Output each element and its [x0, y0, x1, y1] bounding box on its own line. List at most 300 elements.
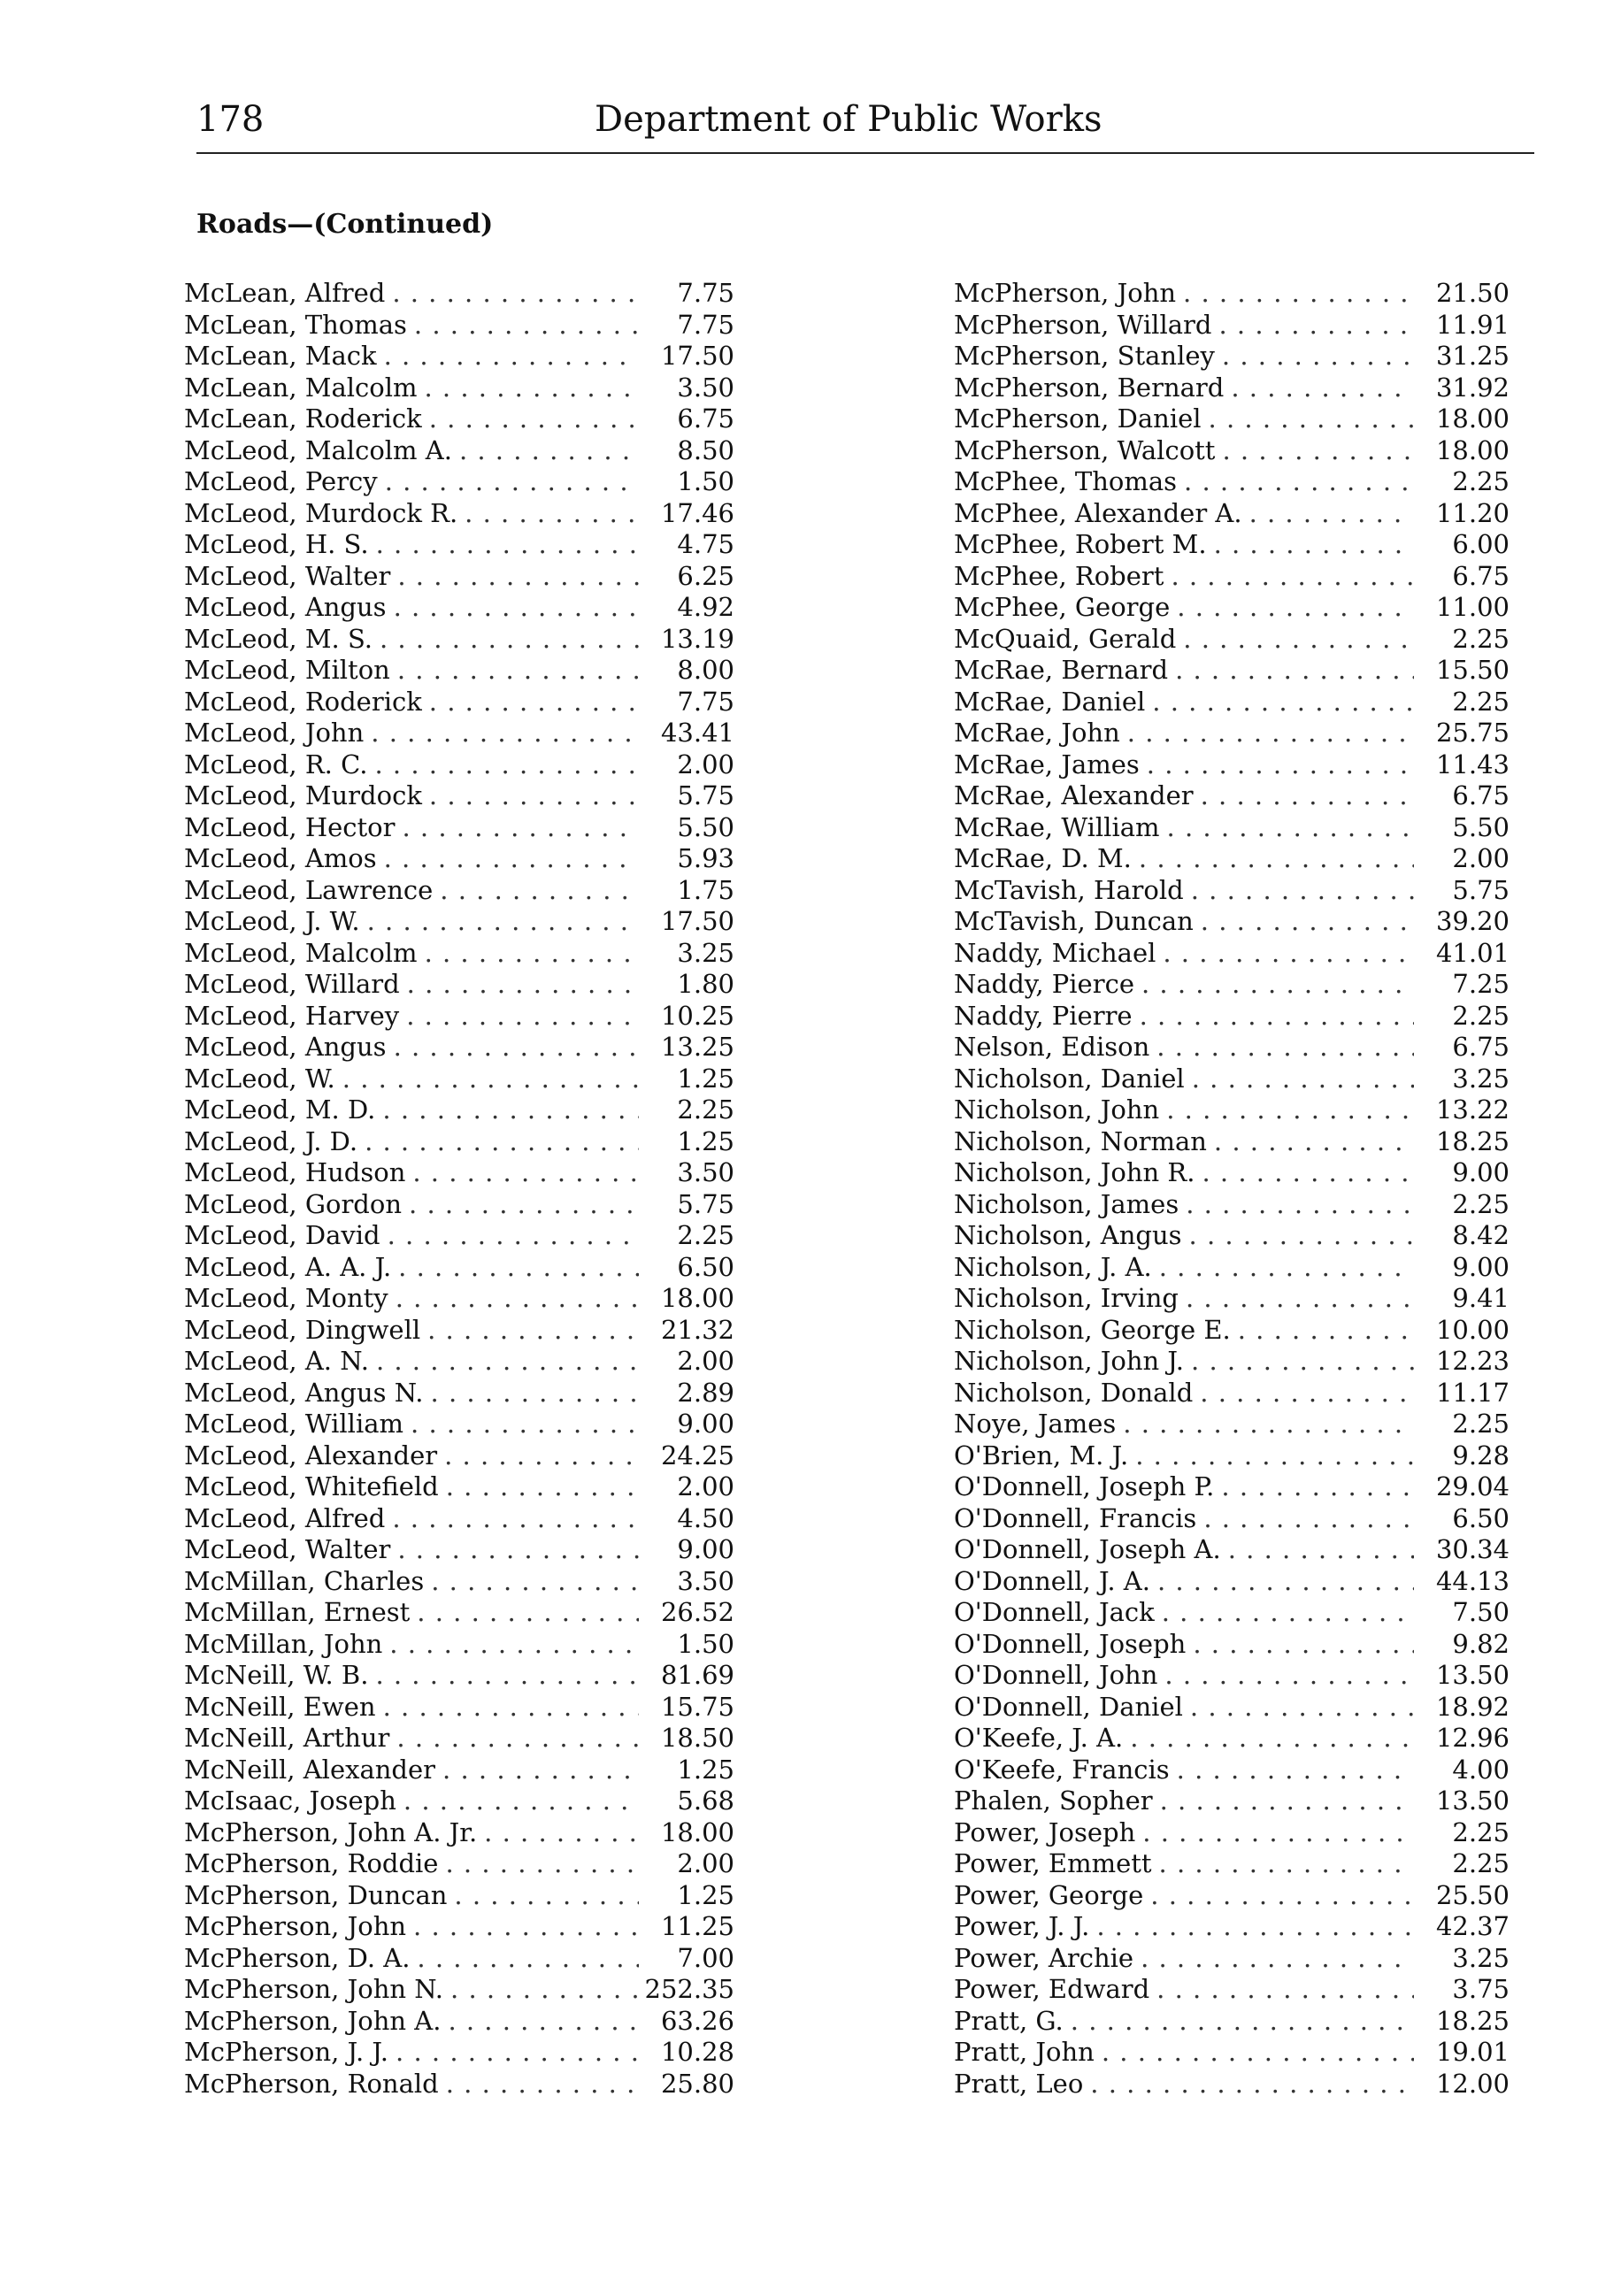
amount: 3.25 [677, 937, 734, 968]
amount: 2.25 [1452, 1848, 1510, 1878]
payee-name: McNeill, Arthur [184, 1723, 390, 1753]
dot-leader [1249, 498, 1414, 530]
list-item [184, 1817, 734, 1849]
payee-name: McTavish, Duncan [954, 906, 1194, 936]
list-item [954, 2069, 1510, 2100]
amount: 7.75 [677, 686, 734, 717]
payee-name: McLeod, R. C. [184, 749, 368, 779]
amount: 6.50 [677, 1251, 734, 1282]
dot-leader [431, 1566, 639, 1598]
amount: 2.25 [1452, 466, 1510, 496]
payee-name: O'Keefe, J. A. [954, 1723, 1124, 1753]
dot-leader [1209, 403, 1414, 435]
payee-name: McPhee, George [954, 592, 1171, 622]
amount: 15.75 [660, 1691, 734, 1722]
list-item [954, 1126, 1510, 1158]
amount: 6.75 [1452, 560, 1510, 591]
amount: 4.75 [677, 529, 734, 559]
amount: 10.28 [660, 2037, 734, 2067]
payee-name: McLeod, H. S. [184, 529, 369, 559]
dot-leader [1167, 812, 1414, 844]
amount: 11.43 [1435, 749, 1510, 779]
amount: 11.20 [1435, 497, 1510, 528]
running-title: Department of Public Works [595, 99, 1102, 140]
list-item [954, 1597, 1510, 1629]
payee-name: McLeod, Roderick [184, 686, 422, 717]
amount: 8.42 [1452, 1220, 1510, 1250]
amount: 11.25 [660, 1911, 734, 1941]
payee-name: McPherson, Willard [954, 309, 1212, 340]
amount: 1.50 [677, 466, 734, 496]
amount: 6.00 [1452, 529, 1510, 559]
payee-name: McRae, Daniel [954, 686, 1146, 717]
amount: 29.04 [1435, 1471, 1510, 1501]
payee-name: Power, Edward [954, 1974, 1150, 2004]
list-item [954, 1032, 1510, 1064]
payee-name: McPherson, Stanley [954, 341, 1215, 371]
payee-name: Nicholson, J. A. [954, 1251, 1152, 1282]
payee-name: Naddy, Michael [954, 937, 1156, 968]
payee-name: McLeod, Murdock R. [184, 497, 458, 528]
dot-leader [1156, 1974, 1414, 2006]
list-item [954, 1440, 1510, 1472]
dot-leader [375, 1660, 639, 1692]
payee-name: McLeod, Gordon [184, 1188, 403, 1219]
amount: 17.46 [660, 497, 734, 528]
amount: 8.50 [677, 434, 734, 465]
amount: 4.00 [1452, 1754, 1510, 1785]
amount: 21.50 [1435, 278, 1510, 308]
list-item [184, 278, 734, 310]
dot-leader [382, 1094, 639, 1126]
dot-leader [444, 1440, 639, 1472]
payee-name: McLeod, Angus [184, 1032, 387, 1062]
amount: 18.92 [1435, 1691, 1510, 1722]
payee-name: McLeod, A. N. [184, 1346, 369, 1376]
amount: 5.75 [1452, 874, 1510, 905]
amount: 24.25 [660, 1440, 734, 1471]
amount: 13.50 [1435, 1660, 1510, 1690]
list-item [954, 1252, 1510, 1284]
payee-name: Power, George [954, 1879, 1144, 1910]
list-item [184, 1566, 734, 1598]
list-item [184, 310, 734, 342]
list-item [184, 1378, 734, 1409]
list-item [184, 1755, 734, 1786]
payee-name: Power, Joseph [954, 1816, 1136, 1847]
dot-leader [417, 1597, 639, 1629]
amount: 12.96 [1435, 1723, 1510, 1753]
dot-leader [406, 1001, 639, 1033]
dot-leader [1163, 938, 1414, 970]
amount: 5.68 [677, 1785, 734, 1816]
payee-name: O'Brien, M. J. [954, 1440, 1129, 1471]
dot-leader [1142, 1817, 1414, 1849]
list-item [184, 1848, 734, 1880]
amount: 10.00 [1435, 1314, 1510, 1345]
payee-name: Nicholson, John [954, 1094, 1160, 1125]
dot-leader [1090, 2069, 1414, 2100]
payee-name: Nicholson, John R. [954, 1157, 1195, 1187]
amount: 12.23 [1435, 1346, 1510, 1376]
payee-name: McPherson, John A. [184, 2005, 442, 2036]
amount: 2.25 [1452, 623, 1510, 654]
dot-leader [446, 2069, 639, 2100]
amount: 6.50 [1452, 1502, 1510, 1533]
dot-leader [396, 2037, 639, 2069]
amount: 17.50 [660, 906, 734, 936]
list-item [954, 1346, 1510, 1378]
list-item [954, 1660, 1510, 1692]
payee-name: O'Donnell, Joseph P. [954, 1471, 1215, 1501]
payee-name: Power, J. J. [954, 1911, 1090, 1941]
list-item [954, 1755, 1510, 1786]
dot-leader [1238, 1315, 1414, 1347]
amount: 5.75 [677, 1188, 734, 1219]
list-item [954, 529, 1510, 561]
list-item [954, 310, 1510, 342]
dot-leader [1218, 310, 1414, 342]
payee-name: O'Donnell, Jack [954, 1597, 1155, 1627]
list-item [184, 561, 734, 593]
list-item [954, 655, 1510, 687]
list-item [954, 1566, 1510, 1598]
amount: 9.28 [1452, 1440, 1510, 1471]
payee-name: McLeod, Alexander [184, 1440, 438, 1471]
dot-leader [394, 592, 639, 624]
list-item [954, 969, 1510, 1001]
list-item [954, 341, 1510, 372]
payee-name: McLeod, A. A. J. [184, 1251, 392, 1282]
list-item [184, 1911, 734, 1943]
dot-leader [396, 1283, 639, 1315]
dot-leader [425, 938, 639, 970]
dot-leader [1214, 1126, 1414, 1158]
amount: 6.25 [677, 560, 734, 591]
dot-leader [412, 1157, 639, 1189]
list-item [184, 1629, 734, 1661]
dot-leader [1071, 2006, 1414, 2038]
amount: 9.00 [677, 1534, 734, 1564]
dot-leader [440, 875, 639, 907]
amount: 18.25 [1435, 1125, 1510, 1156]
list-item [184, 1440, 734, 1472]
dot-leader [1160, 1785, 1414, 1817]
list-item [954, 278, 1510, 310]
amount: 19.01 [1435, 2037, 1510, 2067]
payee-name: McLeod, Hector [184, 811, 396, 842]
payee-name: Power, Emmett [954, 1848, 1152, 1878]
amount: 1.50 [677, 1628, 734, 1659]
amount: 11.17 [1435, 1377, 1510, 1408]
dot-leader [442, 1755, 639, 1786]
payee-name: McLean, Alfred [184, 278, 386, 308]
page-header [196, 99, 1534, 152]
dot-leader [1177, 1755, 1414, 1786]
list-item [954, 1064, 1510, 1095]
amount: 30.34 [1435, 1534, 1510, 1564]
list-item [954, 1880, 1510, 1912]
list-item [954, 1723, 1510, 1755]
list-item [184, 1283, 734, 1315]
payee-name: Naddy, Pierce [954, 969, 1134, 999]
list-item [954, 812, 1510, 844]
payee-name: McRae, D. M. [954, 843, 1132, 873]
dot-leader [1102, 2037, 1414, 2069]
right-column [954, 278, 1510, 2100]
payee-name: McPherson, Walcott [954, 434, 1216, 465]
payee-name: McLeod, Murdock [184, 780, 422, 810]
dot-leader [431, 1378, 639, 1409]
list-item [954, 1943, 1510, 1975]
amount: 1.80 [677, 969, 734, 999]
dot-leader [1159, 1252, 1414, 1284]
payee-name: McNeill, Ewen [184, 1691, 376, 1722]
dot-leader [342, 1064, 639, 1095]
list-item [954, 1220, 1510, 1252]
list-item [954, 1629, 1510, 1661]
amount: 4.50 [677, 1502, 734, 1533]
amount: 5.50 [1452, 811, 1510, 842]
dot-leader [413, 1911, 639, 1943]
dot-leader [374, 749, 639, 781]
payee-name: McLean, Thomas [184, 309, 407, 340]
dot-leader [407, 969, 639, 1001]
amount: 42.37 [1435, 1911, 1510, 1941]
amount: 15.50 [1435, 655, 1510, 685]
dot-leader [397, 1534, 639, 1566]
amount: 7.00 [677, 1942, 734, 1973]
payee-name: O'Donnell, Joseph A. [954, 1534, 1221, 1564]
payee-name: McLeod, M. D. [184, 1094, 376, 1125]
amount: 11.91 [1435, 309, 1510, 340]
payee-name: O'Donnell, Joseph [954, 1628, 1187, 1659]
amount: 2.00 [677, 1848, 734, 1878]
amount: 10.25 [660, 1000, 734, 1031]
list-item [954, 435, 1510, 467]
payee-name: McMillan, Charles [184, 1565, 425, 1596]
amount: 43.41 [660, 718, 734, 748]
amount: 13.25 [660, 1032, 734, 1062]
list-item [184, 1692, 734, 1724]
payee-name: McNeill, W. B. [184, 1660, 369, 1690]
payee-name: McRae, Alexander [954, 780, 1194, 810]
list-item [184, 1126, 734, 1158]
amount: 1.75 [677, 874, 734, 905]
amount: 39.20 [1435, 906, 1510, 936]
list-item [184, 1252, 734, 1284]
dot-leader [367, 906, 639, 938]
list-item [184, 780, 734, 812]
dot-leader [398, 1252, 639, 1284]
list-item [184, 1723, 734, 1755]
payee-name: McLean, Mack [184, 341, 377, 371]
payee-name: McLeod, Alfred [184, 1502, 386, 1533]
payee-name: McLeod, Amos [184, 843, 377, 873]
dot-leader [397, 655, 639, 687]
payee-name: McPherson, John [184, 1911, 407, 1941]
dot-leader [1127, 718, 1414, 749]
payee-name: Nelson, Edison [954, 1032, 1150, 1062]
dot-leader [403, 1785, 639, 1817]
amount: 3.50 [677, 372, 734, 403]
amount: 31.25 [1435, 341, 1510, 371]
list-item [184, 655, 734, 687]
list-item [184, 687, 734, 718]
amount: 3.25 [1452, 1942, 1510, 1973]
amount: 2.25 [1452, 1000, 1510, 1031]
list-item [184, 2006, 734, 2038]
dot-leader [1214, 529, 1414, 561]
list-item [184, 529, 734, 561]
amount: 1.25 [677, 1754, 734, 1785]
list-item [954, 1848, 1510, 1880]
dot-leader [396, 1723, 639, 1755]
dot-leader [1189, 1220, 1414, 1252]
amount: 5.75 [677, 780, 734, 810]
payee-name: Nicholson, Donald [954, 1377, 1194, 1408]
payee-name: McPhee, Robert [954, 560, 1164, 591]
dot-leader [1166, 1094, 1414, 1126]
amount: 9.41 [1452, 1283, 1510, 1313]
list-item [184, 2069, 734, 2100]
dot-leader [376, 529, 639, 561]
dot-leader [385, 466, 639, 498]
payee-name: McLeod, Malcolm A. [184, 434, 452, 465]
payee-name: McRae, James [954, 749, 1140, 779]
list-item [184, 1032, 734, 1064]
list-item [954, 1534, 1510, 1566]
list-item [954, 1157, 1510, 1189]
amount: 44.13 [1435, 1565, 1510, 1596]
payee-name: McPherson, Daniel [954, 403, 1202, 434]
amount: 3.25 [1452, 1063, 1510, 1094]
dot-leader [1228, 1534, 1414, 1566]
list-item [184, 718, 734, 749]
payee-name: McLeod, Walter [184, 1534, 391, 1564]
amount: 2.25 [1452, 686, 1510, 717]
list-item [184, 372, 734, 404]
payee-name: McLeod, Walter [184, 560, 391, 591]
list-item [954, 1378, 1510, 1409]
payee-name: McLeod, Monty [184, 1283, 388, 1313]
amount: 2.89 [677, 1377, 734, 1408]
payee-name: Nicholson, John J. [954, 1346, 1185, 1376]
amount: 31.92 [1435, 372, 1510, 403]
dot-leader [409, 1189, 639, 1221]
payee-name: Pratt, John [954, 2037, 1095, 2067]
list-item [954, 749, 1510, 781]
amount: 7.25 [1452, 969, 1510, 999]
amount: 8.00 [677, 655, 734, 685]
list-item [954, 2037, 1510, 2069]
payee-name: McPherson, John [954, 278, 1177, 308]
payee-name: O'Donnell, Daniel [954, 1691, 1183, 1722]
amount: 18.25 [1435, 2005, 1510, 2036]
dot-leader [411, 1409, 639, 1440]
list-item [184, 1157, 734, 1189]
list-item [954, 687, 1510, 718]
payee-name: McLean, Roderick [184, 403, 422, 434]
payee-name: McPherson, John N. [184, 1974, 444, 2004]
section-heading: Roads—(Continued) [196, 209, 494, 240]
payee-name: Phalen, Sopher [954, 1785, 1153, 1816]
amount: 12.00 [1435, 2068, 1510, 2099]
amount: 2.00 [677, 1346, 734, 1376]
amount: 2.00 [677, 749, 734, 779]
payee-name: Power, Archie [954, 1942, 1134, 1973]
amount: 1.25 [677, 1125, 734, 1156]
list-item [184, 1597, 734, 1629]
dot-leader [1159, 1848, 1414, 1880]
payee-name: Naddy, Pierre [954, 1000, 1133, 1031]
list-item [184, 403, 734, 435]
dot-leader [1177, 592, 1414, 624]
list-item [954, 561, 1510, 593]
amount: 13.50 [1435, 1785, 1510, 1816]
amount: 25.80 [660, 2068, 734, 2099]
list-item [954, 592, 1510, 624]
dot-leader [1203, 1503, 1414, 1535]
dot-leader [1162, 1597, 1414, 1629]
payee-name: McPhee, Alexander A. [954, 497, 1242, 528]
dot-leader [1164, 1660, 1414, 1692]
amount: 2.25 [677, 1220, 734, 1250]
amount: 2.25 [1452, 1409, 1510, 1439]
list-item [954, 1094, 1510, 1126]
dot-leader [1147, 749, 1414, 781]
list-item [184, 812, 734, 844]
list-item [954, 1785, 1510, 1817]
list-item [184, 1220, 734, 1252]
payee-name: O'Donnell, John [954, 1660, 1158, 1690]
payee-name: McPherson, Roddie [184, 1848, 439, 1878]
payee-name: McQuaid, Gerald [954, 623, 1177, 654]
list-item [184, 1943, 734, 1975]
payee-name: McLeod, J. W. [184, 906, 360, 936]
list-item [184, 592, 734, 624]
amount: 1.25 [677, 1879, 734, 1910]
payee-name: McLeod, Malcolm [184, 937, 418, 968]
payee-name: McLeod, Willard [184, 969, 400, 999]
payee-name: Nicholson, Irving [954, 1283, 1179, 1313]
list-item [184, 1534, 734, 1566]
list-item [184, 1409, 734, 1440]
list-item [184, 1785, 734, 1817]
dot-leader [446, 1471, 639, 1503]
amount: 5.93 [677, 843, 734, 873]
amount: 5.50 [677, 811, 734, 842]
payee-name: Nicholson, George E. [954, 1314, 1231, 1345]
list-item [954, 1974, 1510, 2006]
dot-leader [1190, 1692, 1414, 1724]
payee-name: O'Donnell, J. A. [954, 1565, 1150, 1596]
list-item [954, 1315, 1510, 1347]
list-item [184, 1315, 734, 1347]
dot-leader [445, 1848, 639, 1880]
amount: 18.50 [660, 1723, 734, 1753]
amount: 1.25 [677, 1063, 734, 1094]
list-item [954, 938, 1510, 970]
payee-name: McMillan, John [184, 1628, 383, 1659]
list-item [954, 1471, 1510, 1503]
dot-leader [459, 435, 639, 467]
list-item [954, 2006, 1510, 2038]
list-item [954, 906, 1510, 938]
payee-name: McRae, Bernard [954, 655, 1169, 685]
dot-leader [1123, 1409, 1414, 1440]
dot-leader [1191, 1346, 1414, 1378]
